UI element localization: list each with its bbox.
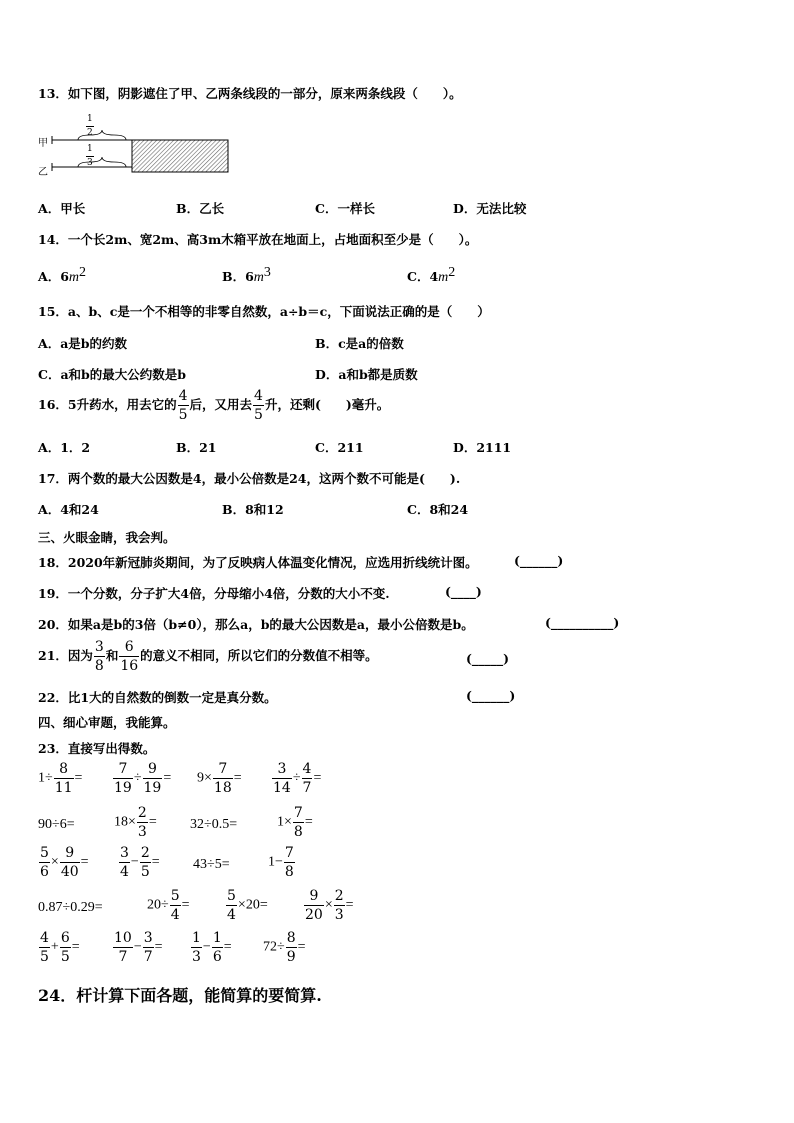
calc-2-2: 18× $\frac{2}{3}$ = — [114, 805, 157, 840]
q17-option-b[interactable]: B．8和12 — [222, 502, 284, 517]
q15-option-a[interactable]: A．a是b的约数 — [38, 336, 128, 351]
q15-stem: 15．a、b、c是一个不相等的非零自然数，a÷b＝c，下面说法正确的是（ ） — [38, 304, 490, 319]
q15-option-b[interactable]: B．c是a的倍数 — [315, 336, 404, 351]
line-segments-diagram — [50, 115, 240, 175]
calc-5-3: $\frac{1}{3}$ − $\frac{1}{6}$ = — [192, 930, 232, 965]
calc-2-4: 1× $\frac{7}{8}$ = — [277, 805, 313, 840]
q13-option-c[interactable]: C．一样长 — [315, 201, 375, 216]
q14-option-b[interactable]: B．$6m^3$ — [222, 265, 271, 286]
q13-stem: 13．如下图，阴影遮住了甲、乙两条线段的一部分，原来两条线段（ ）。 — [38, 86, 462, 101]
section-3-heading: 三、火眼金睛，我会判。 — [38, 530, 176, 545]
q21-answer-blank[interactable]: (_____) — [466, 651, 510, 666]
q17-option-a[interactable]: A．4和24 — [38, 502, 99, 517]
q13-option-b[interactable]: B．乙长 — [176, 201, 225, 216]
q16-option-a[interactable]: A．1．2 — [38, 440, 91, 455]
calc-3-4: 1− $\frac{7}{8}$ — [268, 845, 294, 880]
calc-1-2: $\frac{7}{19}$ ÷ $\frac{9}{19}$ = — [114, 761, 172, 796]
q19-stem: 19．一个分数，分子扩大4倍，分母缩小4倍，分数的大小不变. — [38, 586, 390, 601]
calc-5-4: 72÷ $\frac{8}{9}$ = — [263, 930, 306, 965]
calc-5-2: $\frac{10}{7}$ − $\frac{3}{7}$ = — [114, 930, 163, 965]
fig-frac-half: $\frac{1}{2}$ — [87, 114, 93, 138]
calc-1-3: 9× $\frac{7}{18}$ = — [197, 761, 242, 796]
q13-option-a[interactable]: A．甲长 — [38, 201, 86, 216]
q22-answer-blank[interactable]: (______) — [466, 688, 516, 703]
calc-5-1: $\frac{4}{5}$ + $\frac{6}{5}$ = — [40, 930, 80, 965]
q15-option-c[interactable]: C．a和b的最大公约数是b — [38, 367, 187, 382]
q20-stem: 20．如果a是b的3倍（b≠0），那么a，b的最大公因数是a，最小公倍数是b。 — [38, 617, 474, 632]
q13-option-d[interactable]: D．无法比较 — [453, 201, 527, 216]
calc-2-1: 90÷6= — [38, 817, 75, 832]
calc-3-3: 43÷5= — [193, 857, 230, 872]
q20-answer-blank[interactable]: (__________) — [545, 615, 620, 630]
calc-3-1: $\frac{5}{6}$ × $\frac{9}{40}$ = — [40, 845, 89, 880]
calc-3-2: $\frac{3}{4}$ − $\frac{2}{5}$ = — [120, 845, 160, 880]
q17-stem: 17．两个数的最大公因数是4，最小公倍数是24，这两个数不可能是( ). — [38, 471, 461, 486]
q16-option-d[interactable]: D．2111 — [453, 440, 512, 455]
fig-frac-third: $\frac{1}{3}$ — [87, 144, 93, 168]
q23-stem: 23．直接写出得数。 — [38, 741, 156, 756]
q14-option-a[interactable]: A．$6m^2$ — [38, 265, 87, 286]
fig-label-jia: 甲 — [38, 138, 48, 149]
q16-option-c[interactable]: C．211 — [315, 440, 364, 455]
fig-label-yi: 乙 — [38, 167, 48, 178]
shaded-cover-rect — [132, 140, 228, 172]
q19-answer-blank[interactable]: (____) — [445, 584, 482, 599]
calc-2-3: 32÷0.5= — [190, 817, 238, 832]
calc-4-4: $\frac{9}{20}$ × $\frac{2}{3}$ = — [305, 888, 354, 923]
calc-1-1: 1÷ $\frac{8}{11}$ = — [38, 761, 83, 796]
q18-answer-blank[interactable]: (______) — [514, 553, 564, 568]
q17-option-c[interactable]: C．8和24 — [407, 502, 469, 517]
q22-stem: 22．比1大的自然数的倒数一定是真分数。 — [38, 690, 277, 705]
calc-4-3: $\frac{5}{4}$ ×20= — [227, 888, 268, 923]
q18-stem: 18．2020年新冠肺炎期间，为了反映病人体温变化情况，应选用折线统计图。 — [38, 555, 478, 570]
calc-4-1: 0.87÷0.29= — [38, 900, 103, 915]
calc-4-2: 20÷ $\frac{5}{4}$ = — [147, 888, 190, 923]
q13-figure — [38, 114, 238, 178]
q24-stem: 24．杆计算下面各题，能简算的要简算. — [38, 986, 322, 1005]
q15-option-d[interactable]: D．a和b都是质数 — [315, 367, 418, 382]
q16-stem: 16．5升药水，用去它的 $\frac{4}{5}$ 后，又用去 $\frac{4}{5}$ 升，还剩( )毫升。 — [38, 388, 390, 423]
section-4-heading: 四、细心审题，我能算。 — [38, 715, 176, 730]
q14-option-c[interactable]: C．$4m^2$ — [407, 265, 456, 286]
q16-option-b[interactable]: B．21 — [176, 440, 217, 455]
calc-1-4: $\frac{3}{14}$ ÷ $\frac{4}{7}$ = — [273, 761, 322, 796]
q14-stem: 14．一个长2m、宽2m、高3m木箱平放在地面上，占地面积至少是（ ）。 — [38, 232, 478, 247]
q21-stem: 21．因为 $\frac{3}{8}$ 和 $\frac{6}{16}$ 的意义不相同，所以它们的分数值不相等。 — [38, 639, 378, 674]
